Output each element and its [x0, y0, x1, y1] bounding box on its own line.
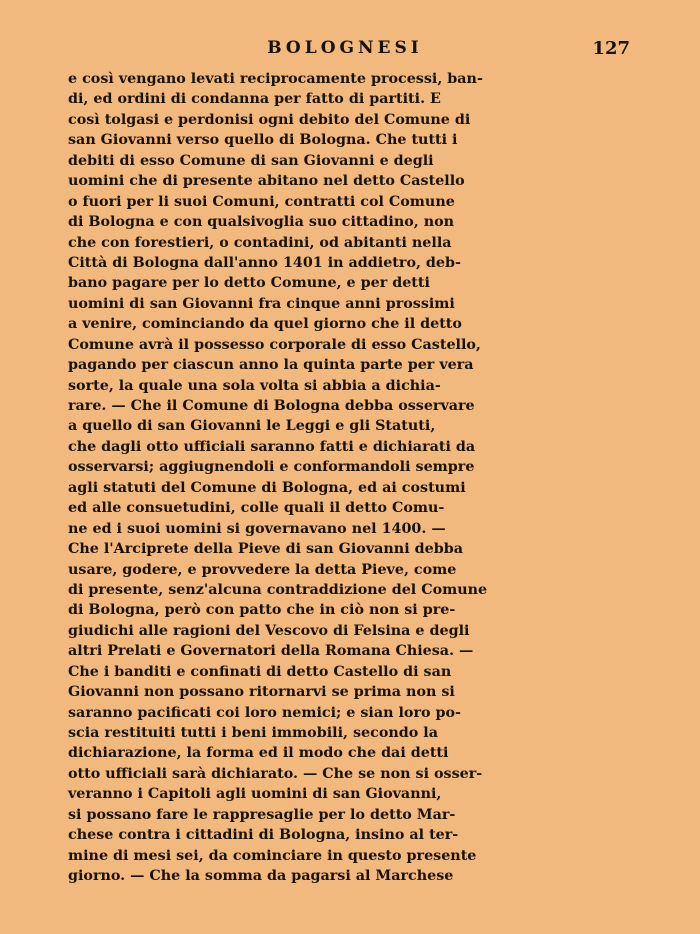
text-line: dichiarazione, la forma ed il modo che dai detti [68, 745, 449, 762]
page-number: 127 [592, 38, 630, 59]
text-line: Che l'Arciprete della Pieve di san Giovanni debba [68, 541, 463, 558]
text-line: Città di Bologna dall'anno 1401 in addietro, deb- [68, 254, 461, 271]
text-line: otto ufficiali sarà dichiarato. — Che se non si osser- [68, 765, 483, 782]
text-line: sorte, la quale una sola volta si abbia a dichia- [68, 377, 441, 394]
text-line: uomini di san Giovanni fra cinque anni prossimi [68, 295, 455, 312]
running-title: BOLOGNESI [267, 38, 423, 58]
text-line: mine di mesi sei, da cominciare in questo presente [68, 847, 477, 864]
text-line: o fuori per li suoi Comuni, contratti col Comune [68, 193, 455, 210]
text-line: a quello di san Giovanni le Leggi e gli Statuti, [68, 418, 436, 435]
text-line: a venire, cominciando da quel giorno che il detto [68, 316, 462, 333]
text-line: pagando per ciascun anno la quinta parte per vera [68, 357, 474, 374]
text-line: osservarsi; aggiugnendoli e conformandoli sempre [68, 459, 475, 476]
text-line: veranno i Capitoli agli uomini di san Giovanni, [68, 786, 442, 803]
text-line: e così vengano levati reciprocamente processi, ban- [68, 71, 483, 87]
text-line: giorno. — Che la somma da pagarsi al Marchese [68, 868, 454, 885]
text-line: usare, godere, e provvedere la detta Pieve, come [68, 561, 457, 578]
text-line: di Bologna, però con patto che in ciò non si pre- [68, 602, 456, 619]
running-head [60, 38, 630, 64]
text-line: Che i banditi e confinati di detto Castello di san [68, 663, 452, 680]
text-line: chese contra i cittadini di Bologna, insino al ter- [68, 827, 459, 844]
text-line: bano pagare per lo detto Comune, e per detti [68, 275, 430, 292]
text-line: ne ed i suoi uomini si governavano nel 1400. — [68, 520, 446, 537]
text-line: debiti di esso Comune di san Giovanni e degli [68, 152, 434, 169]
text-line: Comune avrà il possesso corporale di esso Castello, [68, 336, 481, 353]
text-line: Giovanni non possano ritornarvi se prima non si [68, 684, 455, 701]
text-line: uomini che di presente abitano nel detto Castello [68, 173, 465, 190]
text-line: giudichi alle ragioni del Vescovo di Felsina e degli [68, 622, 470, 639]
text-line: si possano fare le rappresaglie per lo detto Mar- [68, 806, 456, 823]
text-line: ed alle consuetudini, colle quali il detto Comu- [68, 500, 445, 517]
text-line: agli statuti del Comune di Bologna, ed ai costumi [68, 479, 466, 496]
text-line: così tolgasi e perdonisi ogni debito del Comune di [68, 111, 471, 128]
body-text [68, 69, 500, 887]
text-line: che dagli otto ufficiali saranno fatti e dichiarati da [68, 438, 476, 455]
text-line: che con forestieri, o contadini, od abitanti nella [68, 234, 452, 251]
text-line: di, ed ordini di condanna per fatto di partiti. E [68, 91, 441, 108]
text-line: rare. — Che il Comune di Bologna debba osservare [68, 398, 475, 414]
text-line: di Bologna e con qualsivoglia suo cittadino, non [68, 214, 455, 231]
text-line: san Giovanni verso quello di Bologna. Che tutti i [68, 132, 458, 149]
text-line: saranno pacificati coi loro nemici; e sian loro po- [68, 704, 461, 721]
text-line: altri Prelati e Governatori della Romana Chiesa. — [68, 643, 474, 660]
text-line: scia restituiti tutti i beni immobili, secondo la [68, 725, 438, 741]
text-line: di presente, senz'alcuna contraddizione del Comune [68, 581, 488, 598]
